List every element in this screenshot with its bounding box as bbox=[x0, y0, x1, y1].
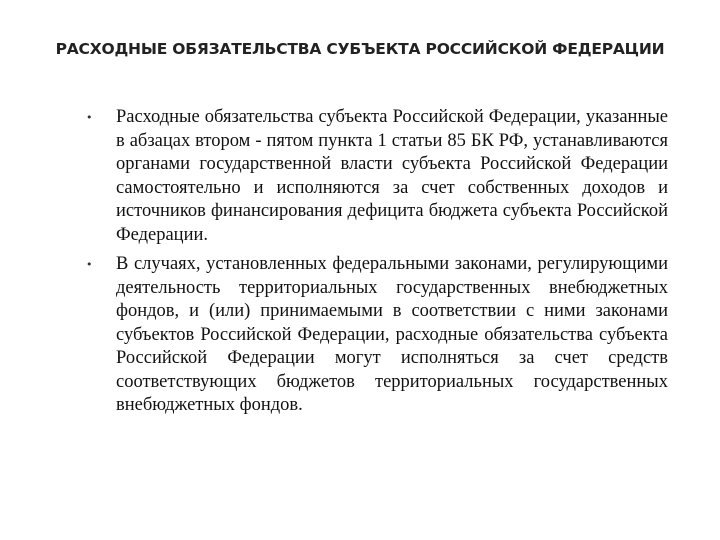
bullet-item bbox=[82, 253, 668, 418]
bullet-text: В случаях, установленных федеральными законами, регулирующими деятельность территориальных государственных внебюджетных фондов, и (или) принимаемыми в соответствии с ними законами субъектов Российской Федерации, расходные обязательства субъекта Российской Федерации могут исполняться за счет средств соответствующих бюджетов территориальных государственных внебюджетных фондов. bbox=[116, 254, 668, 415]
bullet-text: Расходные обязательства субъекта Российской Федерации, указанные в абзацах втором - пятом пункта 1 статьи 85 БК РФ, устанавливаются органами государственной власти субъекта Российской Федерации самостоятельно и исполняются за счет собственных доходов и источников финансирования дефицита бюджета субъекта Российской Федерации. bbox=[116, 107, 668, 245]
bullet-item bbox=[82, 106, 668, 247]
bullet-dot-icon: • bbox=[86, 111, 93, 124]
bullet-list bbox=[82, 106, 668, 424]
bullet-dot-icon: • bbox=[86, 258, 93, 271]
slide-title: РАСХОДНЫЕ ОБЯЗАТЕЛЬСТВА СУБЪЕКТА РОССИЙСКОЙ ФЕДЕРАЦИИ bbox=[55, 40, 665, 58]
